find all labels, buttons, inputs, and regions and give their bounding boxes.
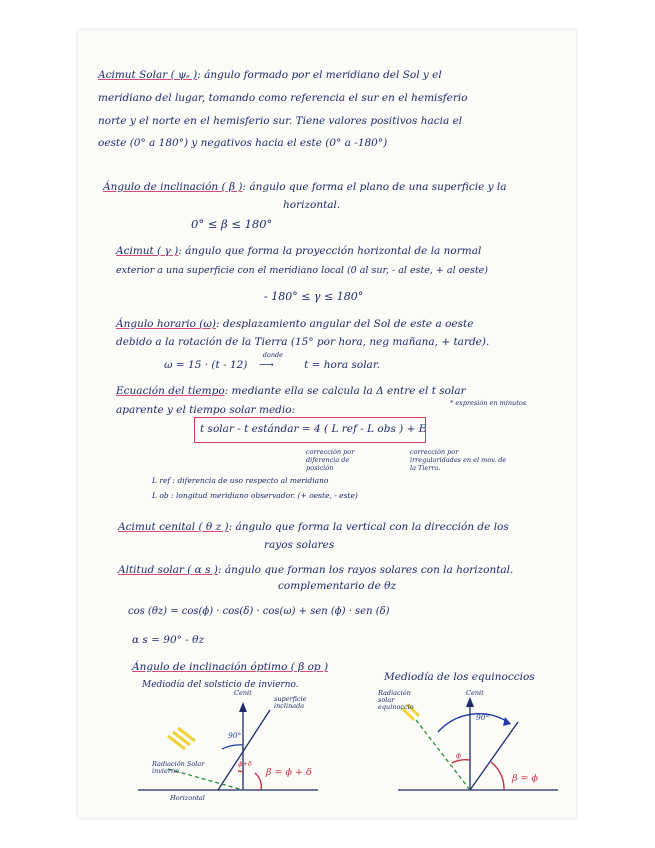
acimut-gamma-line-1: [116, 246, 481, 257]
horario-title: Ángulo horario (ω): [116, 318, 217, 330]
acimut-cenital-text-1: : ángulo que forma la vertical con la dirección de los: [228, 521, 509, 533]
inclinacion-text-2: horizontal.: [283, 199, 341, 211]
inclinacion-title: Ángulo de inclinación ( β ): [103, 181, 243, 193]
ecuacion-line-1: [116, 386, 466, 397]
left-horizontal-label: Horizontal: [170, 794, 205, 802]
ecuacion-text-1: : mediante ella se calcula la Δ entre el t solar: [224, 385, 466, 397]
inclinacion-formula: 0° ≤ β ≤ 180°: [191, 217, 273, 231]
left-beta-label: β = ϕ + δ: [266, 767, 312, 778]
left-sun-icon: [168, 728, 195, 749]
left-phid-label: ϕ+δ: [238, 760, 252, 768]
right-sun-ray: [416, 720, 470, 790]
acimut-gamma-title: Acimut ( γ ): [116, 245, 179, 257]
acimut-solar-title: Acimut Solar ( ψₛ ): [98, 69, 198, 81]
ecuacion-note-minutos: * expresión en minutos: [450, 399, 527, 407]
optimo-line: [132, 662, 328, 673]
right-radiation-label: Radiación solar equinoccio: [378, 689, 414, 712]
diagram-left-title: Mediodía del solsticio de invierno.: [142, 680, 299, 690]
acimut-cenital-text-2: rayos solares: [264, 539, 335, 551]
right-beta-label: β = ϕ: [512, 773, 538, 784]
altitud-solar-line-1: [118, 565, 513, 576]
diagram-right-title: Mediodía de los equinoccios: [384, 671, 535, 683]
acimut-gamma-formula: - 180° ≤ γ ≤ 180°: [264, 290, 364, 303]
ecuacion-title: Ecuación del tiempo: [116, 385, 225, 397]
left-surface-label: superficie inclinada: [274, 695, 307, 711]
left-cenit-arrowhead: [239, 702, 247, 712]
left-beta-arc: [255, 773, 261, 790]
right-cenit-label: Cenit: [466, 689, 484, 697]
left-cenit-label: Cenit: [234, 689, 252, 697]
ecuacion-ann-posicion: corrección por diferencia de posición: [306, 448, 355, 473]
altitud-solar-text-1: : ángulo que forman los rayos solares con la horizontal.: [217, 564, 514, 576]
horario-donde-label: donde: [262, 351, 284, 359]
acimut-cenital-title: Acimut cenital ( θ z ): [118, 521, 229, 533]
ecuacion-formula: t solar - t estándar = 4 ( L ref - L obs ) + E: [200, 423, 427, 435]
horario-text-1: : desplazamiento angular del Sol de este a oeste: [216, 318, 474, 330]
acimut-solar-text-1: : ángulo formado por el meridiano del Sol y el: [197, 69, 442, 81]
right-cenit-arrowhead: [466, 697, 474, 707]
horario-formula: ω = 15 · (t - 12): [164, 359, 248, 371]
left-radiation-label: Radiación Solar invierno.: [152, 760, 205, 776]
right-beta-arc: [491, 762, 504, 790]
right-90-arc: [438, 714, 508, 732]
inclinacion-line-1: [103, 182, 507, 193]
altitud-solar-title: Altitud solar ( α s ): [118, 564, 218, 576]
alpha-formula: α s = 90° - θz: [132, 634, 204, 646]
acimut-gamma-text-2: exterior a una superficie con el meridiano local (0 al sur, - al este, + al oeste): [116, 265, 488, 276]
horario-text-2: debido a la rotación de la Tierra (15° por hora, neg mañana, + tarde).: [116, 336, 490, 348]
acimut-cenital-line-1: [118, 522, 509, 533]
left-90-arc: [222, 745, 243, 749]
ecuacion-lref: L ref : diferencia de uso respecto al meridiano: [152, 476, 329, 485]
ecuacion-ann-irregularidades: corrección por irregularidades en el mov. de la Tierra.: [410, 448, 507, 473]
acimut-solar-text-2: meridiano del lugar, tomando como referencia el sur en el hemisferio: [98, 92, 468, 104]
horario-line-1: [116, 319, 473, 330]
acimut-solar-text-3: norte y el norte en el hemisferio sur. Tiene valores positivos hacia el: [98, 115, 463, 127]
horario-donde-arrow: donde ⟶: [258, 351, 284, 371]
acimut-solar-text-4: oeste (0° a 180°) y negativos hacia el este (0° a -180°): [98, 137, 388, 149]
right-90-label: 90°: [476, 713, 490, 722]
left-phid-arc: [238, 771, 243, 772]
acimut-solar-line-1: [98, 70, 442, 81]
notebook-page: [78, 30, 576, 818]
ecuacion-lobs: L ob : longitud meridiano observador. (+ oeste, - este): [152, 491, 358, 500]
horario-donde-def: t = hora solar.: [304, 359, 381, 371]
cos-formula: cos (θz) = cos(ϕ) · cos(δ) · cos(ω) + sen (ϕ) · sen (δ): [128, 606, 390, 617]
left-surface-line: [218, 710, 270, 790]
ecuacion-text-2: aparente y el tiempo solar medio:: [116, 404, 296, 416]
right-90-arrowhead: [503, 717, 511, 726]
right-phi-arc: [452, 760, 470, 763]
right-surface-line: [470, 722, 518, 790]
acimut-gamma-text-1: : ángulo que forma la proyección horizontal de la normal: [178, 245, 482, 257]
horario-formula-line: [164, 351, 381, 371]
altitud-solar-text-2: complementario de θz: [278, 580, 397, 592]
left-90-label: 90°: [228, 731, 242, 740]
right-phi-label: ϕ: [456, 751, 462, 760]
optimo-title: Ángulo de inclinación óptimo ( β op ): [132, 661, 329, 673]
inclinacion-text-1: : ángulo que forma el plano de una superficie y la: [242, 181, 507, 193]
